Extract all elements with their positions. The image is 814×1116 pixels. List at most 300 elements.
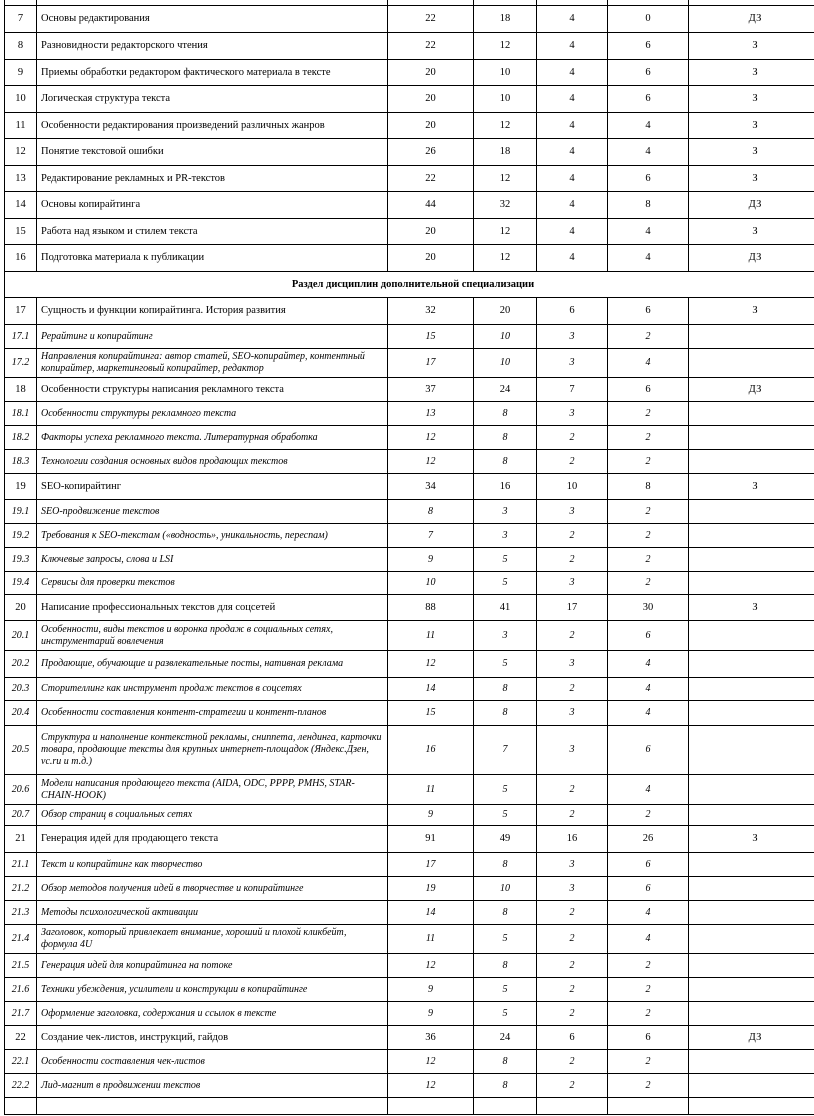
subtopic-row xyxy=(5,877,814,901)
column-3-hours-cell: 4 xyxy=(537,60,608,86)
column-2-hours-cell: 5 xyxy=(474,548,537,572)
column-4-hours-cell: 2 xyxy=(608,500,689,524)
column-4-hours-cell xyxy=(608,1098,689,1115)
column-2-hours-cell: 49 xyxy=(474,826,537,853)
row-number: 21.1 xyxy=(5,853,37,877)
assessment-cell xyxy=(689,1098,814,1115)
row-number: 12 xyxy=(5,139,37,166)
total-hours-cell: 9 xyxy=(388,978,474,1002)
discipline-row xyxy=(5,86,814,113)
total-hours-cell: 11 xyxy=(388,621,474,651)
row-title: Особенности структуры написания рекламного текста xyxy=(37,378,388,402)
column-4-hours-cell: 6 xyxy=(608,166,689,192)
column-4-hours-cell: 4 xyxy=(608,219,689,245)
row-title: Логическая структура текста xyxy=(37,86,388,113)
total-hours-cell: 9 xyxy=(388,548,474,572)
discipline-row xyxy=(5,826,814,853)
assessment-cell xyxy=(689,1002,814,1026)
column-2-hours-cell: 32 xyxy=(474,192,537,219)
column-3-hours-cell: 3 xyxy=(537,877,608,901)
total-hours-cell: 16 xyxy=(388,726,474,775)
row-title: Заголовок, который привлекает внимание, хороший и плохой кликбейт, формула 4U xyxy=(37,925,388,954)
column-2-hours-cell: 24 xyxy=(474,1026,537,1050)
row-number: 21.6 xyxy=(5,978,37,1002)
column-2-hours-cell: 3 xyxy=(474,621,537,651)
row-number: 20.3 xyxy=(5,678,37,701)
column-3-hours-cell: 3 xyxy=(537,853,608,877)
assessment-cell xyxy=(689,1050,814,1074)
section-header-row xyxy=(5,272,814,298)
assessment-cell xyxy=(689,325,814,349)
discipline-row xyxy=(5,113,814,139)
assessment-cell: З xyxy=(689,298,814,325)
row-number: 16 xyxy=(5,245,37,272)
total-hours-cell: 36 xyxy=(388,1026,474,1050)
row-number: 22.2 xyxy=(5,1074,37,1098)
row-title: Факторы успеха рекламного текста. Литературная обработка xyxy=(37,426,388,450)
subtopic-row xyxy=(5,1050,814,1074)
discipline-row xyxy=(5,6,814,33)
assessment-cell xyxy=(689,853,814,877)
total-hours-cell: 20 xyxy=(388,113,474,139)
row-number: 20.7 xyxy=(5,805,37,826)
subtopic-row xyxy=(5,805,814,826)
subtopic-row xyxy=(5,651,814,678)
subtopic-row xyxy=(5,954,814,978)
column-4-hours-cell: 2 xyxy=(608,805,689,826)
row-number: 20.6 xyxy=(5,775,37,805)
column-4-hours-cell: 4 xyxy=(608,245,689,272)
row-number: 22 xyxy=(5,1026,37,1050)
row-title: Подготовка материала к публикации xyxy=(37,245,388,272)
row-title: Обзор методов получения идей в творчестве и копирайтинге xyxy=(37,877,388,901)
column-4-hours-cell: 4 xyxy=(608,113,689,139)
column-2-hours-cell: 8 xyxy=(474,701,537,726)
assessment-cell: ДЗ xyxy=(689,378,814,402)
discipline-row xyxy=(5,33,814,60)
total-hours-cell: 20 xyxy=(388,219,474,245)
total-hours-cell: 13 xyxy=(388,402,474,426)
total-hours-cell: 19 xyxy=(388,877,474,901)
assessment-cell: ДЗ xyxy=(689,6,814,33)
assessment-cell: З xyxy=(689,139,814,166)
total-hours-cell: 32 xyxy=(388,298,474,325)
assessment-cell xyxy=(689,678,814,701)
row-title: Особенности составления контент-стратегии и контент-планов xyxy=(37,701,388,726)
assessment-cell: З xyxy=(689,113,814,139)
subtopic-row xyxy=(5,901,814,925)
subtopic-row xyxy=(5,402,814,426)
row-title: SEO-продвижение текстов xyxy=(37,500,388,524)
total-hours-cell: 37 xyxy=(388,378,474,402)
discipline-row xyxy=(5,595,814,621)
row-title: Ключевые запросы, слова и LSI xyxy=(37,548,388,572)
subtopic-row xyxy=(5,325,814,349)
column-3-hours-cell: 3 xyxy=(537,726,608,775)
column-3-hours-cell: 2 xyxy=(537,978,608,1002)
row-title: Модели написания продающего текста (AIDA, ODC, PPPP, PMHS, STAR-CHAIN-HOOK) xyxy=(37,775,388,805)
column-3-hours-cell: 7 xyxy=(537,378,608,402)
assessment-cell xyxy=(689,572,814,595)
row-title: Создание чек-листов, инструкций, гайдов xyxy=(37,1026,388,1050)
total-hours-cell: 12 xyxy=(388,1050,474,1074)
total-hours-cell: 12 xyxy=(388,1074,474,1098)
row-title: Сущность и функции копирайтинга. История развития xyxy=(37,298,388,325)
column-3-hours-cell: 3 xyxy=(537,402,608,426)
assessment-cell xyxy=(689,548,814,572)
row-number: 19.1 xyxy=(5,500,37,524)
column-2-hours-cell xyxy=(474,1098,537,1115)
row-title: Разновидности редакторского чтения xyxy=(37,33,388,60)
column-4-hours-cell: 4 xyxy=(608,775,689,805)
row-number: 10 xyxy=(5,86,37,113)
row-number: 8 xyxy=(5,33,37,60)
row-title: Генерация идей для продающего текста xyxy=(37,826,388,853)
discipline-row xyxy=(5,1026,814,1050)
column-2-hours-cell: 8 xyxy=(474,402,537,426)
column-2-hours-cell: 10 xyxy=(474,349,537,378)
row-number: 13 xyxy=(5,166,37,192)
column-4-hours-cell: 6 xyxy=(608,877,689,901)
subtopic-row xyxy=(5,853,814,877)
total-hours-cell: 20 xyxy=(388,86,474,113)
column-3-hours-cell: 17 xyxy=(537,595,608,621)
subtopic-row xyxy=(5,572,814,595)
assessment-cell xyxy=(689,701,814,726)
column-2-hours-cell: 10 xyxy=(474,877,537,901)
column-4-hours-cell: 2 xyxy=(608,548,689,572)
assessment-cell xyxy=(689,500,814,524)
row-number: 7 xyxy=(5,6,37,33)
row-title: Особенности редактирования произведений различных жанров xyxy=(37,113,388,139)
assessment-cell xyxy=(689,402,814,426)
column-4-hours-cell: 6 xyxy=(608,853,689,877)
subtopic-row xyxy=(5,426,814,450)
row-number: 20.4 xyxy=(5,701,37,726)
row-title: Продающие, обучающие и развлекательные посты, нативная реклама xyxy=(37,651,388,678)
row-title: Структура и наполнение контекстной рекламы, сниппета, лендинга, карточки товара, продающие тексты для крупных интернет-площадок (Яндекс.Дзен, vc.ru и т.д.) xyxy=(37,726,388,775)
column-4-hours-cell: 2 xyxy=(608,450,689,474)
column-4-hours-cell: 8 xyxy=(608,474,689,500)
assessment-cell xyxy=(689,877,814,901)
column-4-hours-cell: 6 xyxy=(608,1026,689,1050)
total-hours-cell: 9 xyxy=(388,805,474,826)
row-number: 19 xyxy=(5,474,37,500)
column-4-hours-cell: 8 xyxy=(608,192,689,219)
assessment-cell xyxy=(689,426,814,450)
curriculum-table xyxy=(4,0,814,1115)
column-2-hours-cell: 10 xyxy=(474,60,537,86)
total-hours-cell: 10 xyxy=(388,572,474,595)
total-hours-cell: 14 xyxy=(388,901,474,925)
total-hours-cell: 88 xyxy=(388,595,474,621)
total-hours-cell: 15 xyxy=(388,701,474,726)
column-4-hours-cell: 6 xyxy=(608,726,689,775)
total-hours-cell: 44 xyxy=(388,192,474,219)
column-3-hours-cell: 3 xyxy=(537,325,608,349)
column-4-hours-cell: 4 xyxy=(608,139,689,166)
column-4-hours-cell: 2 xyxy=(608,325,689,349)
column-3-hours-cell: 2 xyxy=(537,925,608,954)
column-4-hours-cell: 2 xyxy=(608,524,689,548)
column-4-hours-cell: 2 xyxy=(608,1002,689,1026)
row-number: 22.1 xyxy=(5,1050,37,1074)
total-hours-cell: 11 xyxy=(388,925,474,954)
row-number xyxy=(5,1098,37,1115)
column-2-hours-cell: 12 xyxy=(474,219,537,245)
assessment-cell xyxy=(689,524,814,548)
row-number: 17 xyxy=(5,298,37,325)
column-4-hours-cell: 30 xyxy=(608,595,689,621)
assessment-cell xyxy=(689,954,814,978)
subtopic-row xyxy=(5,726,814,775)
discipline-row xyxy=(5,60,814,86)
column-3-hours-cell: 2 xyxy=(537,1050,608,1074)
column-4-hours-cell: 2 xyxy=(608,1050,689,1074)
total-hours-cell: 12 xyxy=(388,450,474,474)
row-number: 9 xyxy=(5,60,37,86)
column-3-hours-cell: 10 xyxy=(537,474,608,500)
subtopic-row xyxy=(5,524,814,548)
total-hours-cell: 12 xyxy=(388,954,474,978)
row-number: 21.7 xyxy=(5,1002,37,1026)
column-2-hours-cell: 12 xyxy=(474,245,537,272)
total-hours-cell: 14 xyxy=(388,678,474,701)
row-number: 21.5 xyxy=(5,954,37,978)
column-4-hours-cell: 4 xyxy=(608,901,689,925)
row-number: 11 xyxy=(5,113,37,139)
column-2-hours-cell: 12 xyxy=(474,33,537,60)
discipline-row xyxy=(5,378,814,402)
total-hours-cell: 26 xyxy=(388,139,474,166)
column-3-hours-cell: 3 xyxy=(537,500,608,524)
row-title: Генерация идей для копирайтинга на потоке xyxy=(37,954,388,978)
assessment-cell xyxy=(689,349,814,378)
row-number: 19.3 xyxy=(5,548,37,572)
assessment-cell xyxy=(689,450,814,474)
column-4-hours-cell: 2 xyxy=(608,954,689,978)
column-2-hours-cell: 7 xyxy=(474,726,537,775)
row-number: 20 xyxy=(5,595,37,621)
column-3-hours-cell: 16 xyxy=(537,826,608,853)
column-2-hours-cell: 8 xyxy=(474,954,537,978)
column-3-hours-cell: 4 xyxy=(537,192,608,219)
assessment-cell xyxy=(689,775,814,805)
column-2-hours-cell: 3 xyxy=(474,500,537,524)
column-2-hours-cell: 8 xyxy=(474,426,537,450)
column-4-hours-cell: 4 xyxy=(608,349,689,378)
row-number: 18 xyxy=(5,378,37,402)
assessment-cell xyxy=(689,1074,814,1098)
column-3-hours-cell: 2 xyxy=(537,548,608,572)
column-4-hours-cell: 4 xyxy=(608,925,689,954)
row-title: SEO-копирайтинг xyxy=(37,474,388,500)
row-title: Обзор страниц в социальных сетях xyxy=(37,805,388,826)
row-title: Техники убеждения, усилители и конструкции в копирайтинге xyxy=(37,978,388,1002)
row-title: Написание профессиональных текстов для соцсетей xyxy=(37,595,388,621)
column-3-hours-cell: 2 xyxy=(537,524,608,548)
assessment-cell xyxy=(689,621,814,651)
total-hours-cell: 20 xyxy=(388,245,474,272)
subtopic-row xyxy=(5,349,814,378)
total-hours-cell: 22 xyxy=(388,166,474,192)
column-2-hours-cell: 5 xyxy=(474,925,537,954)
column-4-hours-cell: 2 xyxy=(608,978,689,1002)
column-4-hours-cell: 6 xyxy=(608,621,689,651)
row-title: Лид-магнит в продвижении текстов xyxy=(37,1074,388,1098)
assessment-cell xyxy=(689,901,814,925)
subtopic-row xyxy=(5,621,814,651)
column-3-hours-cell: 3 xyxy=(537,701,608,726)
column-3-hours-cell: 2 xyxy=(537,1002,608,1026)
column-2-hours-cell: 18 xyxy=(474,6,537,33)
column-2-hours-cell: 5 xyxy=(474,978,537,1002)
column-3-hours-cell: 4 xyxy=(537,113,608,139)
assessment-cell: З xyxy=(689,60,814,86)
total-hours-cell: 12 xyxy=(388,651,474,678)
subtopic-row xyxy=(5,678,814,701)
row-title: Рерайтинг и копирайтинг xyxy=(37,325,388,349)
row-number: 20.5 xyxy=(5,726,37,775)
column-4-hours-cell: 6 xyxy=(608,60,689,86)
column-2-hours-cell: 5 xyxy=(474,805,537,826)
subtopic-row xyxy=(5,450,814,474)
column-2-hours-cell: 5 xyxy=(474,1002,537,1026)
assessment-cell xyxy=(689,651,814,678)
column-3-hours-cell xyxy=(537,1098,608,1115)
total-hours-cell: 8 xyxy=(388,500,474,524)
subtopic-row xyxy=(5,1002,814,1026)
column-4-hours-cell: 2 xyxy=(608,402,689,426)
column-2-hours-cell: 8 xyxy=(474,901,537,925)
row-number: 17.2 xyxy=(5,349,37,378)
column-2-hours-cell: 41 xyxy=(474,595,537,621)
column-3-hours-cell: 6 xyxy=(537,1026,608,1050)
column-3-hours-cell: 2 xyxy=(537,426,608,450)
column-3-hours-cell: 4 xyxy=(537,139,608,166)
table-body xyxy=(5,0,814,1115)
column-2-hours-cell: 12 xyxy=(474,113,537,139)
row-number: 19.4 xyxy=(5,572,37,595)
assessment-cell: З xyxy=(689,219,814,245)
column-3-hours-cell: 2 xyxy=(537,621,608,651)
row-number: 21 xyxy=(5,826,37,853)
discipline-row xyxy=(5,139,814,166)
row-title: Особенности, виды текстов и воронка продаж в социальных сетях, инструментарий вовлечения xyxy=(37,621,388,651)
column-3-hours-cell: 4 xyxy=(537,6,608,33)
column-2-hours-cell: 20 xyxy=(474,298,537,325)
column-2-hours-cell: 8 xyxy=(474,1074,537,1098)
column-2-hours-cell: 5 xyxy=(474,572,537,595)
column-4-hours-cell: 4 xyxy=(608,701,689,726)
column-4-hours-cell: 6 xyxy=(608,33,689,60)
total-hours-cell: 9 xyxy=(388,1002,474,1026)
column-3-hours-cell: 3 xyxy=(537,572,608,595)
row-title: Основы редактирования xyxy=(37,6,388,33)
total-hours-cell: 20 xyxy=(388,60,474,86)
column-3-hours-cell: 4 xyxy=(537,86,608,113)
subtopic-row xyxy=(5,775,814,805)
row-number: 18.2 xyxy=(5,426,37,450)
column-2-hours-cell: 5 xyxy=(474,651,537,678)
discipline-row xyxy=(5,245,814,272)
column-3-hours-cell: 3 xyxy=(537,349,608,378)
assessment-cell: З xyxy=(689,826,814,853)
column-3-hours-cell: 4 xyxy=(537,245,608,272)
row-title: Работа над языком и стилем текста xyxy=(37,219,388,245)
column-2-hours-cell: 8 xyxy=(474,1050,537,1074)
column-2-hours-cell: 16 xyxy=(474,474,537,500)
section-title: Раздел дисциплин дополнительной специализации xyxy=(5,272,814,298)
column-2-hours-cell: 3 xyxy=(474,524,537,548)
row-title: Особенности составления чек-листов xyxy=(37,1050,388,1074)
row-number: 19.2 xyxy=(5,524,37,548)
row-title: Сторителлинг как инструмент продаж текстов в соцсетях xyxy=(37,678,388,701)
column-3-hours-cell: 2 xyxy=(537,901,608,925)
column-4-hours-cell: 4 xyxy=(608,678,689,701)
assessment-cell: ДЗ xyxy=(689,192,814,219)
column-2-hours-cell: 10 xyxy=(474,86,537,113)
row-title: Основы копирайтинга xyxy=(37,192,388,219)
row-title: Направления копирайтинга: автор статей, SEO-копирайтер, контентный копирайтер, маркетинговый копирайтер, редактор xyxy=(37,349,388,378)
column-4-hours-cell: 26 xyxy=(608,826,689,853)
column-3-hours-cell: 2 xyxy=(537,450,608,474)
row-title: Особенности структуры рекламного текста xyxy=(37,402,388,426)
column-3-hours-cell: 4 xyxy=(537,33,608,60)
column-2-hours-cell: 24 xyxy=(474,378,537,402)
column-4-hours-cell: 2 xyxy=(608,572,689,595)
total-hours-cell: 34 xyxy=(388,474,474,500)
column-2-hours-cell: 8 xyxy=(474,450,537,474)
row-number: 21.3 xyxy=(5,901,37,925)
total-hours-cell: 7 xyxy=(388,524,474,548)
column-3-hours-cell: 2 xyxy=(537,678,608,701)
column-4-hours-cell: 4 xyxy=(608,651,689,678)
column-4-hours-cell: 2 xyxy=(608,426,689,450)
total-hours-cell: 17 xyxy=(388,349,474,378)
discipline-row xyxy=(5,474,814,500)
column-3-hours-cell: 3 xyxy=(537,651,608,678)
row-title: Методы психологической активации xyxy=(37,901,388,925)
column-3-hours-cell: 2 xyxy=(537,775,608,805)
row-title: Технологии создания основных видов продающих текстов xyxy=(37,450,388,474)
column-2-hours-cell: 10 xyxy=(474,325,537,349)
column-4-hours-cell: 6 xyxy=(608,86,689,113)
row-number: 21.2 xyxy=(5,877,37,901)
row-title: Приемы обработки редактором фактического материала в тексте xyxy=(37,60,388,86)
row-title: Требования к SEO-текстам («водность», уникальность, переспам) xyxy=(37,524,388,548)
total-hours-cell: 22 xyxy=(388,33,474,60)
row-title: Сервисы для проверки текстов xyxy=(37,572,388,595)
assessment-cell xyxy=(689,726,814,775)
row-number: 20.2 xyxy=(5,651,37,678)
column-3-hours-cell: 2 xyxy=(537,954,608,978)
row-number: 21.4 xyxy=(5,925,37,954)
subtopic-row xyxy=(5,978,814,1002)
assessment-cell xyxy=(689,805,814,826)
row-title: Оформление заголовка, содержания и ссылок в тексте xyxy=(37,1002,388,1026)
total-hours-cell: 22 xyxy=(388,6,474,33)
discipline-row xyxy=(5,166,814,192)
column-2-hours-cell: 18 xyxy=(474,139,537,166)
row-title: Текст и копирайтинг как творчество xyxy=(37,853,388,877)
discipline-row xyxy=(5,298,814,325)
total-hours-cell: 15 xyxy=(388,325,474,349)
subtopic-row xyxy=(5,548,814,572)
total-hours-cell: 91 xyxy=(388,826,474,853)
column-4-hours-cell: 2 xyxy=(608,1074,689,1098)
column-4-hours-cell: 0 xyxy=(608,6,689,33)
